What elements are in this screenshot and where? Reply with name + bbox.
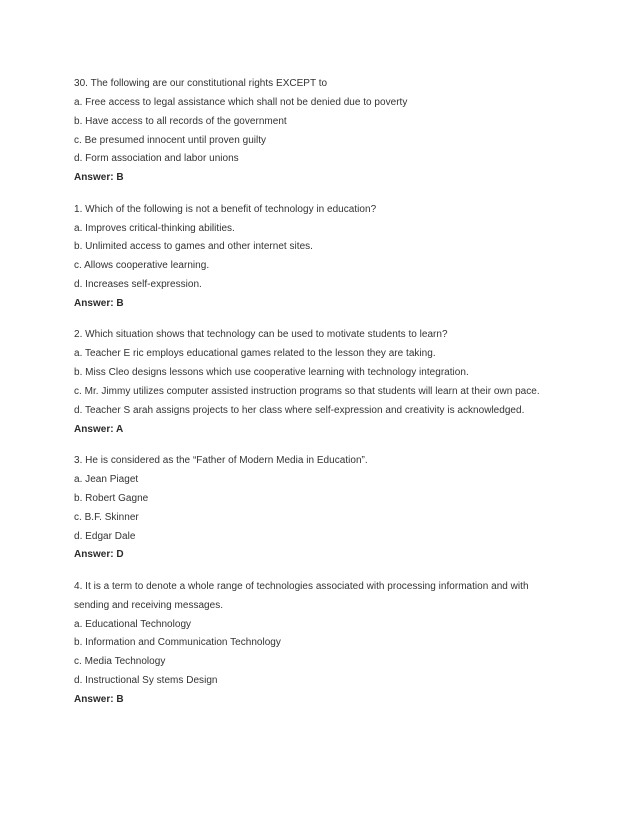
- question-block-1: [74, 203, 594, 310]
- choice-b: b. Information and Communication Technology: [74, 637, 281, 649]
- answer-label: Answer: D: [74, 549, 124, 561]
- choice-a: a. Improves critical-thinking abilities.: [74, 222, 235, 234]
- question-block-2: [74, 328, 594, 435]
- choice-b: b. Robert Gagne: [74, 492, 149, 504]
- choice-c: c. Be presumed innocent until proven guilty: [74, 134, 267, 146]
- choice-c: c. Mr. Jimmy utilizes computer assisted instruction programs so that students will learn at their own pace.: [74, 385, 540, 397]
- choice-b: b. Have access to all records of the government: [74, 115, 287, 127]
- choice-d: d. Increases self-expression.: [74, 279, 202, 291]
- choice-c: c. Allows cooperative learning.: [74, 260, 210, 272]
- choice-d: d. Form association and labor unions: [74, 153, 239, 165]
- question-text: 2. Which situation shows that technology can be used to motivate students to learn?: [74, 329, 448, 341]
- choice-c: c. B.F. Skinner: [74, 511, 139, 523]
- question-text: 4. It is a term to denote a whole range of technologies associated with processing information and with: [74, 580, 529, 592]
- question-text: 1. Which of the following is not a benefit of technology in education?: [74, 203, 377, 215]
- answer-label: Answer: B: [74, 693, 124, 705]
- question-text-continued: sending and receiving messages.: [74, 599, 224, 611]
- answer-label: Answer: B: [74, 172, 124, 184]
- answer-label: Answer: B: [74, 297, 124, 309]
- question-block-3: [74, 454, 594, 561]
- question-block-4: [74, 580, 594, 706]
- choice-b: b. Unlimited access to games and other internet sites.: [74, 241, 313, 253]
- question-text: 3. He is considered as the “Father of Modern Media in Education”.: [74, 455, 368, 467]
- question-list: [74, 77, 594, 724]
- choice-a: a. Free access to legal assistance which shall not be denied due to poverty: [74, 96, 408, 108]
- choice-a: a. Educational Technology: [74, 618, 192, 630]
- choice-d: d. Instructional Sy stems Design: [74, 675, 218, 687]
- choice-a: a. Teacher E ric employs educational games related to the lesson they are taking.: [74, 348, 436, 360]
- question-block-30: [74, 77, 594, 184]
- choice-c: c. Media Technology: [74, 656, 166, 668]
- choice-a: a. Jean Piaget: [74, 474, 139, 485]
- choice-d: d. Teacher S arah assigns projects to her class where self-expression and creativity is acknowledged.: [74, 404, 525, 416]
- question-text: 30. The following are our constitutional rights EXCEPT to: [74, 78, 328, 89]
- choice-d: d. Edgar Dale: [74, 530, 136, 542]
- choice-b: b. Miss Cleo designs lessons which use cooperative learning with technology integration.: [74, 367, 469, 379]
- answer-label: Answer: A: [74, 423, 124, 435]
